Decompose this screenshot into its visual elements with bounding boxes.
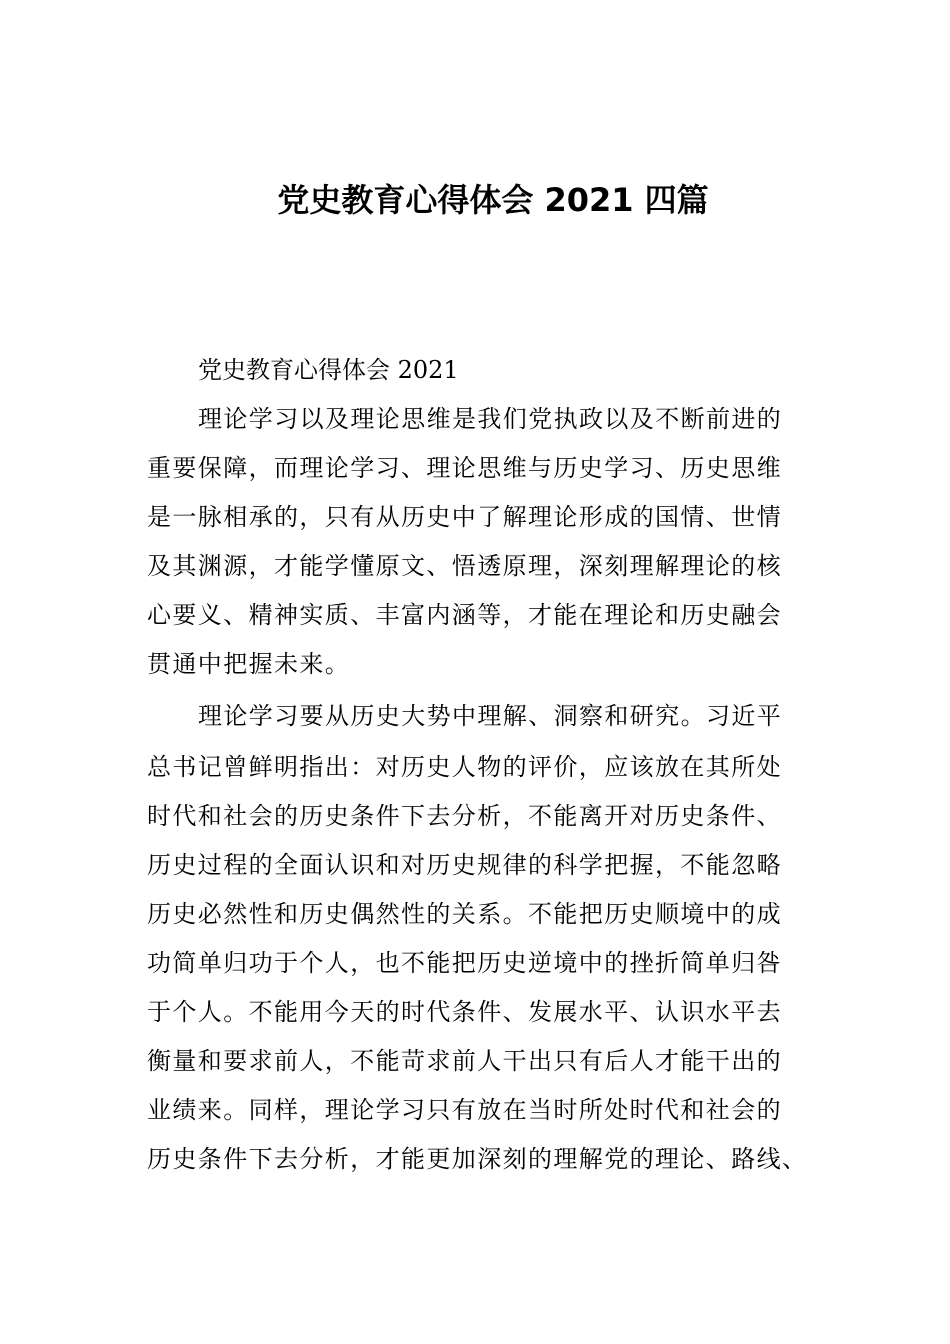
paragraph2-line-1: 理论学习要从历史大势中理解、洞察和研究。习近平 [198, 702, 783, 730]
paragraph2-line-7: 于个人。不能用今天的时代条件、发展水平、认识水平去 [147, 998, 782, 1026]
paragraph2-line-5: 历史必然性和历史偶然性的关系。不能把历史顺境中的成 [147, 900, 782, 928]
paragraph1-line-4: 及其渊源，才能学懂原文、悟透原理，深刻理解理论的核 [147, 552, 782, 580]
paragraph1-line-6: 贯通中把握未来。 [147, 650, 351, 678]
paragraph1-line-2: 重要保障，而理论学习、理论思维与历史学习、历史思维 [147, 454, 782, 482]
paragraph2-line-4: 历史过程的全面认识和对历史规律的科学把握，不能忽略 [147, 851, 782, 879]
paragraph2-line-10: 历史条件下去分析，才能更加深刻的理解党的理论、路线、 [147, 1145, 808, 1173]
paragraph2-line-2: 总书记曾鲜明指出：对历史人物的评价，应该放在其所处 [147, 753, 782, 781]
document-title: 党史教育心得体会 2021 四篇 [277, 181, 709, 219]
paragraph2-line-6: 功简单归功于个人，也不能把历史逆境中的挫折简单归咎 [147, 949, 782, 977]
paragraph1-line-3: 是一脉相承的，只有从历史中了解理论形成的国情、世情 [147, 503, 782, 531]
paragraph2-line-9: 业绩来。同样，理论学习只有放在当时所处时代和社会的 [147, 1096, 782, 1124]
paragraph2-line-8: 衡量和要求前人，不能苛求前人干出只有后人才能干出的 [147, 1047, 782, 1075]
section-heading: 党史教育心得体会 2021 [198, 356, 459, 384]
paragraph1-line-5: 心要义、精神实质、丰富内涵等，才能在理论和历史融会 [147, 601, 782, 629]
paragraph1-line-1: 理论学习以及理论思维是我们党执政以及不断前进的 [198, 405, 783, 433]
paragraph2-line-3: 时代和社会的历史条件下去分析，不能离开对历史条件、 [147, 802, 782, 830]
